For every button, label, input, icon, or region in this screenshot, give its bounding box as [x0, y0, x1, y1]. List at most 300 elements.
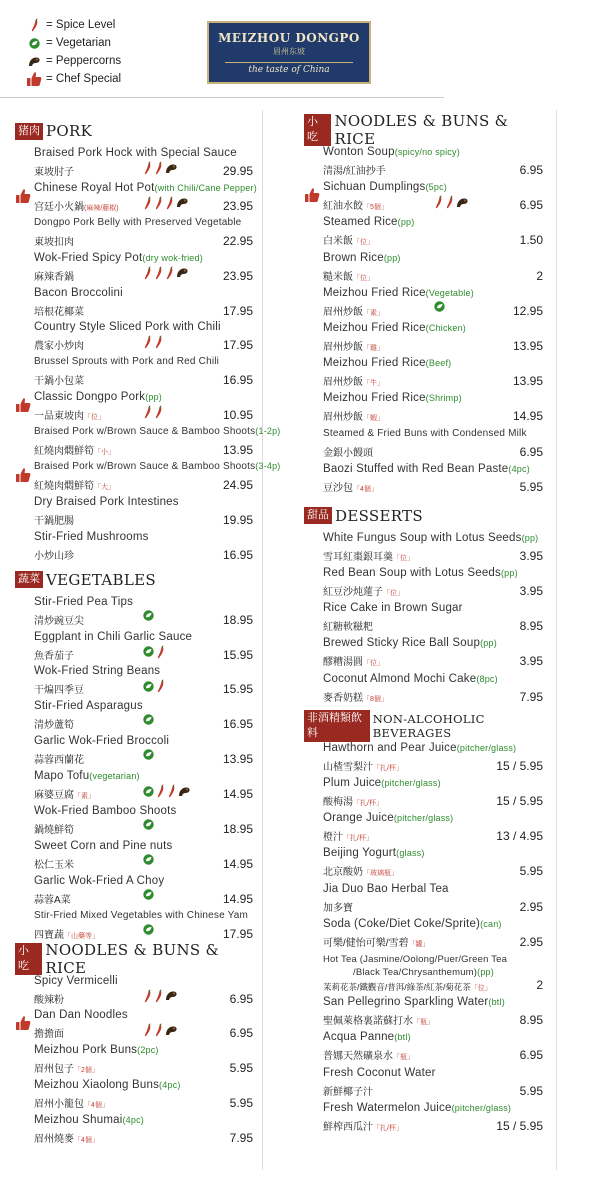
item-chinese-text: 紅燒肉燜鮮筍 [34, 481, 94, 493]
item-price: 13 / 4.95 [496, 829, 543, 844]
chili-pepper-icon [167, 784, 176, 798]
item-note: (btl) [394, 1032, 411, 1043]
item-chinese-text: 眉州包子 [34, 1064, 74, 1076]
chef-special-thumb-icon [15, 467, 31, 483]
item-price: 6.95 [519, 444, 543, 459]
chef-special-thumb-icon-svg [26, 71, 42, 87]
item-chinese-name [323, 373, 384, 388]
peppercorn-icon [456, 197, 469, 208]
item-chinese-name [34, 1130, 99, 1145]
menu-item [15, 1044, 259, 1079]
item-chinese-text: 農家小炒肉 [34, 341, 84, 353]
item-name-text: Acqua Panne [323, 1031, 395, 1044]
item-chinese-text: 可樂/健怡可樂/雪碧 [323, 937, 409, 949]
item-icons [143, 749, 154, 760]
item-name-text: Red Bean Soup with Lotus Seeds [323, 567, 501, 580]
item-chinese-text: 宫廷小火鍋 [34, 201, 84, 213]
item-name-text: Stir-Fried Mixed Vegetables with Chinese Yam [34, 909, 249, 921]
item-chinese-name [34, 442, 115, 457]
section-chinese-tag: 甜品 [304, 507, 332, 524]
item-chinese-name [34, 1095, 109, 1110]
menu-item [15, 665, 259, 700]
item-english-name [323, 777, 441, 789]
item-price: 2 [536, 268, 543, 283]
item-price: 6.95 [229, 1026, 253, 1041]
menu-item [15, 391, 259, 426]
chili-pepper-icon-svg [154, 989, 163, 1003]
menu-item [15, 496, 259, 531]
item-note: (spicy/no spicy) [394, 147, 460, 157]
peppercorn-icon-svg [165, 1025, 178, 1036]
item-english-name [34, 975, 118, 987]
menu-item [304, 252, 549, 287]
item-chinese-text: 東坡肘子 [34, 167, 74, 178]
restaurant-logo [207, 21, 371, 84]
menu-item [304, 567, 549, 602]
chef-special-thumb-icon [15, 397, 31, 413]
chef-special-thumb-icon-svg [15, 188, 31, 204]
chili-pepper-icon-svg [154, 335, 163, 349]
item-name-text: Braised Pork w/Brown Sauce & Bamboo Shoots [34, 461, 256, 473]
item-note: (Beef) [425, 358, 452, 369]
item-name-text: Meizhou Shumai [34, 1114, 123, 1127]
item-note: (can) [480, 918, 502, 929]
chili-pepper-icon-svg [154, 161, 163, 175]
item-english-name [323, 996, 505, 1008]
item-chinese-note: 「雞」 [363, 344, 384, 352]
item-note: (5pc) [425, 182, 447, 193]
item-name-text: Beijing Yogurt [323, 847, 397, 860]
item-chinese-name [323, 408, 384, 423]
right-edge-divider [556, 110, 557, 1170]
menu-item [15, 287, 259, 322]
item-chinese-name [323, 303, 384, 318]
vegetarian-icon-svg [143, 854, 154, 865]
menu-item [15, 356, 259, 391]
item-name-text: Baozi Stuffed with Red Bean Paste [323, 462, 509, 475]
menu-item [15, 426, 281, 461]
item-icons [143, 679, 165, 693]
item-chinese-note: 「位」 [363, 660, 384, 668]
item-note: (pp) [145, 392, 162, 403]
item-chinese-name [323, 828, 373, 843]
item-note: (pitcher/glass) [381, 778, 441, 788]
item-icons [143, 889, 154, 900]
peppercorn-icon-svg [178, 786, 191, 797]
item-chinese-name [34, 751, 84, 766]
item-price: 23.95 [222, 198, 253, 213]
item-chinese-text: 豆沙包 [323, 482, 353, 494]
item-name-text: Rice Cake in Brown Sugar [323, 602, 463, 615]
section-header [15, 121, 259, 141]
item-chinese-note: 「扎/杯」 [343, 835, 373, 843]
item-chinese-text: 干鍋小包菜 [34, 376, 84, 388]
chili-pepper-icon [165, 196, 174, 210]
item-name-text: Sweet Corn and Pine nuts [34, 839, 173, 852]
chef-special-badge [15, 188, 31, 209]
item-note: (Vegetable) [425, 287, 474, 298]
item-note: (4pc) [508, 463, 530, 474]
item-price: 2 [536, 977, 543, 992]
item-chinese-name [34, 681, 84, 696]
item-english-name [34, 1044, 159, 1056]
menu-item [15, 321, 259, 356]
item-chinese-name [34, 268, 74, 283]
item-chinese-text: 東坡扣肉 [34, 236, 74, 248]
section-title: NON-ALCOHOLIC BEVERAGES [372, 711, 485, 740]
item-price: 3.95 [519, 584, 543, 599]
chili-pepper-icon [154, 1023, 163, 1037]
item-chinese-name [323, 268, 374, 283]
item-chinese-note: 「4個」 [74, 1137, 99, 1145]
menu-item [15, 770, 259, 805]
item-note: (pp) [500, 568, 518, 579]
item-price: 5.95 [519, 1083, 543, 1098]
item-chinese-text: 清炒蘆筍 [34, 720, 74, 732]
menu-item [304, 1102, 549, 1137]
item-price: 16.95 [222, 547, 253, 562]
item-chinese-text: 雪耳紅棗銀耳羹 [323, 551, 393, 563]
item-chinese-text: 醪糟湯圓 [323, 657, 363, 669]
item-english-name [323, 463, 530, 475]
peppercorn-icon-svg [456, 197, 469, 208]
chili-pepper-icon [154, 405, 163, 419]
chili-pepper-icon [154, 161, 163, 175]
logo-divider [225, 62, 353, 63]
item-chinese-name [34, 233, 74, 248]
item-chinese-name [34, 1060, 99, 1075]
item-chinese-name [323, 162, 386, 177]
item-name-text: Wok-Fried Bamboo Shoots [34, 805, 177, 818]
item-english-name [323, 1031, 411, 1043]
item-chinese-text: 麻辣香鍋 [34, 271, 74, 283]
item-english-name [323, 637, 497, 649]
menu-section [304, 506, 549, 708]
chili-pepper-icon [143, 335, 152, 349]
item-name-text: Eggplant in Chili Garlic Sauce [34, 630, 193, 643]
item-name-text: Garlic Wok-Fried A Choy [34, 874, 165, 887]
item-english-name [34, 321, 221, 333]
item-note: (dry wok-fried) [142, 252, 203, 263]
item-english-name [34, 875, 164, 887]
vegetarian-icon [143, 786, 154, 797]
item-english-name [34, 770, 140, 782]
menu-item [15, 1114, 259, 1149]
chili-pepper-icon-svg [434, 195, 443, 209]
section-title: NOODLES & BUNS & RICE [334, 112, 509, 148]
item-price: 2.95 [519, 899, 543, 914]
item-price: 17.95 [222, 926, 253, 941]
item-chinese-note: 「扎/杯」 [373, 764, 403, 772]
item-chinese-note: 「扎/杯」 [353, 800, 383, 807]
item-note: (3-4p) [255, 461, 281, 472]
item-chinese-name [34, 786, 95, 801]
chef-special-badge [15, 397, 31, 418]
item-price: 3.95 [519, 548, 543, 563]
item-chinese-text: 培根花椰菜 [34, 306, 84, 318]
item-english-name [34, 287, 123, 299]
item-name-text: Dry Braised Pork Intestines [34, 495, 179, 508]
vegetarian-icon-svg [434, 301, 445, 312]
item-price: 17.95 [222, 303, 253, 318]
menu-item [304, 1031, 549, 1066]
section-title: NOODLES & BUNS & RICE [45, 940, 220, 977]
item-chinese-name [323, 863, 398, 878]
menu-item [304, 918, 549, 953]
section-header [304, 711, 549, 740]
item-english-name [34, 1079, 181, 1091]
item-english-name [323, 1067, 436, 1079]
item-chinese-name [34, 407, 105, 422]
item-chinese-note: 「素」 [74, 793, 95, 801]
item-chinese-note: 「位」 [383, 590, 404, 598]
item-english-name [323, 322, 466, 334]
chili-pepper-icon-svg [165, 266, 174, 280]
item-chinese-name [323, 338, 384, 353]
item-price: 15 / 5.95 [496, 1118, 543, 1133]
section-title: DESSERTS [335, 506, 423, 525]
item-price: 1.50 [519, 233, 543, 248]
item-note: (pp) [477, 966, 494, 977]
item-chinese-text: 眉州燒麥 [34, 1134, 74, 1146]
menu-item [15, 147, 259, 182]
peppercorn-icon-svg [176, 197, 189, 208]
menu-item [304, 181, 549, 216]
legend-icon-slot [24, 18, 44, 32]
item-name-text: Wok-Fried String Beans [34, 665, 161, 678]
item-chinese-name [323, 793, 383, 808]
item-price: 18.95 [222, 612, 253, 627]
menu-item [15, 910, 259, 945]
item-chinese-text: 紅燒肉燜鮮筍 [34, 446, 94, 458]
vegetarian-icon [434, 301, 445, 312]
item-english-name [323, 567, 518, 579]
item-icons [143, 266, 189, 280]
item-icons [143, 714, 154, 725]
vegetarian-icon-svg [143, 610, 154, 621]
item-price: 13.95 [222, 752, 253, 767]
peppercorn-icon-svg [165, 990, 178, 1001]
chef-special-thumb-icon [304, 187, 320, 203]
legend-item [24, 34, 121, 52]
vegetarian-icon-svg [143, 786, 154, 797]
vegetarian-icon-svg [143, 819, 154, 830]
item-chinese-note: 「位」 [353, 274, 374, 282]
item-chinese-text: 鍋燒鮮筍 [34, 825, 74, 837]
item-name-text: Meizhou Xiaolong Buns [34, 1079, 160, 1092]
chili-pepper-icon [434, 195, 443, 209]
item-chinese-text: 干煸四季豆 [34, 685, 84, 697]
item-chinese-note: 「8個」 [363, 695, 388, 703]
item-chinese-note: 「4個」 [84, 1102, 109, 1110]
item-chinese-text: 清炒豌豆尖 [34, 615, 84, 627]
item-icons [143, 196, 189, 210]
right-menu-column [304, 112, 549, 1145]
menu-section [15, 121, 281, 566]
item-chinese-text: 紅豆沙炖蓮子 [323, 587, 383, 599]
item-english-name [34, 391, 162, 403]
item-price: 17.95 [222, 338, 253, 353]
item-chinese-text: 麻婆豆腐 [34, 790, 74, 802]
item-note: (vegetarian) [89, 771, 140, 782]
item-price: 13.95 [512, 374, 543, 389]
item-icons [143, 924, 154, 935]
item-english-name [34, 840, 172, 852]
item-chinese-name [323, 981, 492, 993]
menu-item [15, 531, 259, 566]
item-price: 13.95 [222, 443, 253, 458]
column-divider [262, 110, 263, 1170]
menu-item [15, 840, 259, 875]
item-chinese-name [34, 991, 64, 1006]
item-price: 5.95 [229, 1096, 253, 1111]
item-chinese-name [34, 303, 84, 318]
item-chinese-text: 眉州炒飯 [323, 412, 363, 424]
item-chinese-text: 茉莉花茶/鐵觀音/普洱/綠茶/紅茶/菊花茶 [323, 981, 471, 992]
item-name-text: Plum Juice [323, 777, 382, 789]
item-name-text: Brussel Sprouts with Pork and Red Chili [34, 356, 220, 368]
item-chinese-name [323, 1047, 414, 1062]
item-price: 23.95 [222, 268, 253, 283]
item-chinese-name [34, 612, 84, 627]
item-english-name [323, 602, 463, 614]
chili-pepper-icon [154, 266, 163, 280]
item-english-name [323, 883, 449, 895]
menu-item [304, 322, 549, 357]
left-menu-column [15, 121, 281, 1153]
legend-icon-slot [24, 71, 44, 87]
menu-item [304, 883, 549, 918]
item-chinese-name [323, 1012, 434, 1027]
peppercorn-icon [28, 56, 41, 67]
item-price: 14.95 [222, 856, 253, 871]
peppercorn-icon [165, 990, 178, 1001]
item-chinese-text: 紅油水餃 [323, 201, 363, 213]
menu-item [304, 812, 549, 847]
menu-item [304, 847, 549, 882]
item-english-name [34, 182, 257, 194]
item-chinese-name [34, 372, 84, 387]
menu-item [15, 252, 259, 287]
item-price: 18.95 [222, 822, 253, 837]
item-name-text: Chinese Royal Hot Pot [34, 181, 155, 194]
menu-item [304, 287, 549, 322]
item-price: 10.95 [222, 408, 253, 423]
vegetarian-icon-svg [143, 714, 154, 725]
logo-tagline: the taste of China [248, 65, 330, 75]
item-icons [434, 301, 445, 312]
item-price: 7.95 [229, 1131, 253, 1146]
item-english-name [323, 532, 538, 544]
vegetarian-icon [143, 646, 154, 657]
section-header [15, 940, 259, 977]
legend-item [24, 52, 121, 70]
item-name-text: Stir-Fried Mushrooms [34, 530, 149, 543]
item-name-text: White Fungus Soup with Lotus Seeds [323, 531, 522, 544]
item-price: 19.95 [222, 512, 253, 527]
item-price: 15.95 [222, 682, 253, 697]
menu-item [304, 428, 549, 463]
chef-special-thumb-icon-svg [15, 397, 31, 413]
item-chinese-name [34, 716, 74, 731]
peppercorn-icon-svg [165, 163, 178, 174]
item-chinese-name [34, 547, 74, 562]
vegetarian-icon [143, 610, 154, 621]
item-name-text: Wok-Fried Spicy Pot [34, 251, 143, 264]
chili-pepper-icon-svg [445, 195, 454, 209]
item-icons [143, 989, 178, 1003]
item-english-name [34, 426, 281, 437]
item-note: (with Chili/Cane Pepper) [154, 182, 257, 193]
item-name-text: Soda (Coke/Diet Coke/Sprite) [323, 917, 481, 930]
menu-item [15, 217, 259, 252]
logo-chinese: 眉州东坡 [273, 47, 305, 56]
item-chinese-note: 「扎/杯」 [373, 1124, 403, 1132]
chili-pepper-icon [143, 161, 152, 175]
item-chinese-text: 麥香奶糕 [323, 692, 363, 704]
chili-pepper-icon-svg [167, 784, 176, 798]
item-name-text: Meizhou Fried Rice [323, 357, 426, 370]
peppercorn-icon [176, 197, 189, 208]
item-chinese-name [34, 163, 74, 178]
menu-section [15, 570, 259, 945]
menu-item [15, 975, 259, 1010]
item-name-text: San Pellegrino Sparkling Water [323, 996, 489, 1009]
menu-item [304, 602, 549, 637]
item-chinese-text: 酸梅湯 [323, 797, 353, 808]
item-chinese-text: 聖佩萊格裏諾蘇打水 [323, 1016, 413, 1028]
item-chinese-text: 眉州炒飯 [323, 377, 363, 389]
item-chinese-text: 新鮮椰子汁 [323, 1086, 373, 1098]
item-english-name [323, 812, 453, 824]
item-chinese-note: 「4個」 [353, 485, 378, 493]
chef-special-thumb-icon [15, 1015, 31, 1031]
menu-item [304, 532, 549, 567]
item-name-text: Fresh Coconut Water [323, 1066, 436, 1079]
item-english-name [323, 357, 451, 369]
item-chinese-note: 「玻璃瓶」 [363, 870, 398, 878]
item-chinese-text: 鮮榨西瓜汁 [323, 1121, 373, 1133]
chili-pepper-icon-svg [143, 1023, 152, 1037]
peppercorn-icon [178, 786, 191, 797]
item-chinese-name [34, 1025, 64, 1040]
chili-pepper-icon-svg [165, 196, 174, 210]
item-icons [143, 610, 154, 621]
item-english-name [323, 673, 498, 685]
item-chinese-text: 松仁玉米 [34, 859, 74, 871]
section-chinese-tag: 非酒精類飲料 [304, 710, 370, 742]
item-name-text: Garlic Wok-Fried Broccoli [34, 735, 170, 748]
peppercorn-icon [176, 267, 189, 278]
item-chinese-note: 「小」 [94, 449, 115, 457]
item-chinese-text: 小炒山珍 [34, 550, 74, 562]
item-note: (pitcher/glass) [393, 813, 454, 824]
item-chinese-name [34, 198, 119, 213]
vegetarian-icon [143, 749, 154, 760]
item-chinese-name [34, 477, 115, 492]
menu-item [304, 742, 549, 777]
chef-special-thumb-icon [15, 188, 31, 204]
chili-pepper-icon [156, 645, 165, 659]
item-chinese-note: 「位」 [84, 414, 105, 422]
header-divider [0, 97, 444, 98]
menu-item [15, 1009, 259, 1044]
item-chinese-note: 「蝦」 [363, 415, 384, 423]
legend-icon-slot [24, 56, 44, 67]
item-english-name [323, 252, 401, 264]
item-chinese-note: 「牛」 [363, 380, 384, 388]
item-price: 3.95 [519, 654, 543, 669]
